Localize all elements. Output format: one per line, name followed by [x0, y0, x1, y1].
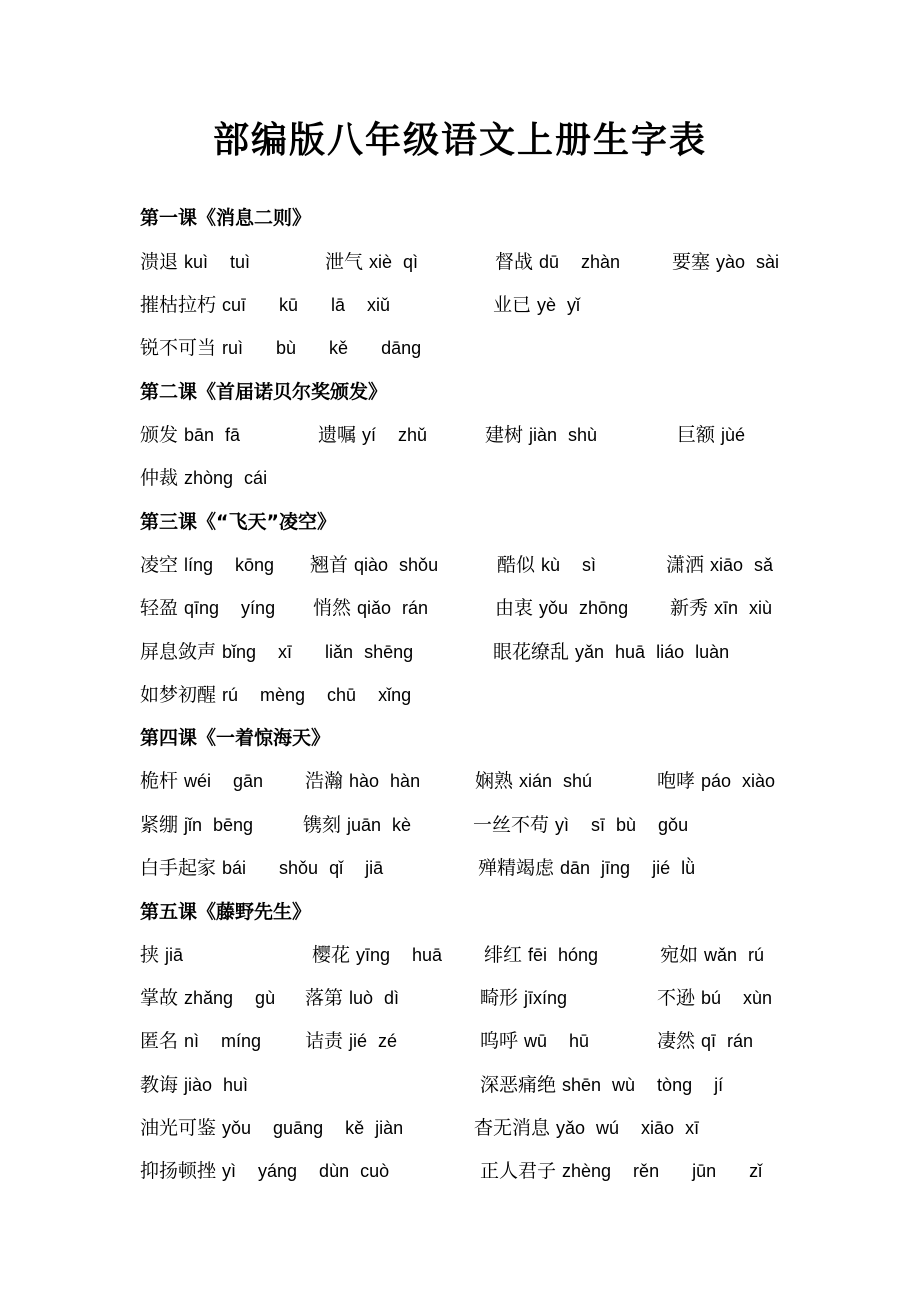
vocab-item — [140, 466, 267, 490]
vocab-item — [140, 1116, 403, 1140]
vocab-item — [140, 423, 240, 447]
vocab-item — [303, 813, 411, 837]
lesson-heading: 第二课《首届诺贝尔奖颁发》 — [140, 381, 388, 403]
vocab-word: 呜呼 — [480, 1030, 519, 1052]
lesson-heading: 第三课《“飞天”凌空》 — [140, 511, 336, 533]
vocab-item — [140, 596, 275, 620]
vocab-word: 如梦初醒 — [140, 684, 217, 706]
vocab-pinyin: líng kōng — [184, 555, 275, 575]
vocab-word: 不逊 — [657, 987, 696, 1009]
vocab-item — [657, 1029, 753, 1053]
vocab-word: 要塞 — [672, 251, 711, 273]
vocab-item — [484, 943, 598, 967]
vocab-pinyin: jiào huì — [184, 1075, 249, 1095]
vocab-pinyin: rú mèng chū xǐng — [222, 685, 412, 705]
lesson-heading: 第五课《藤野先生》 — [140, 901, 312, 923]
vocab-pinyin: cuī kū lā xiǔ — [222, 295, 391, 315]
vocab-pinyin: kù sì — [541, 555, 597, 575]
vocab-word: 泄气 — [325, 251, 364, 273]
vocab-item — [140, 553, 274, 577]
vocab-pinyin: shēn wù tòng jí — [562, 1075, 724, 1095]
vocab-pinyin: yīng huā — [356, 945, 443, 965]
vocab-word: 仲裁 — [140, 467, 179, 489]
vocab-pinyin: ruì bù kě dāng — [222, 338, 422, 358]
lesson-heading: 第一课《消息二则》 — [140, 207, 312, 229]
vocab-pinyin: jié zé — [349, 1031, 398, 1051]
vocab-item — [312, 943, 442, 967]
vocab-word: 紧绷 — [140, 814, 179, 836]
vocab-pinyin: qiào shǒu — [354, 555, 439, 575]
vocab-item — [493, 640, 729, 664]
vocab-word: 遗嘱 — [318, 424, 357, 446]
vocab-word: 樱花 — [312, 944, 351, 966]
vocab-item — [480, 1073, 723, 1097]
vocab-word: 新秀 — [670, 597, 709, 619]
vocab-item — [305, 1029, 397, 1053]
vocab-item — [140, 293, 390, 317]
vocab-item — [495, 596, 628, 620]
vocab-word: 巨额 — [677, 424, 716, 446]
vocab-item — [140, 336, 421, 360]
vocab-word: 翘首 — [310, 554, 349, 576]
vocab-word: 畸形 — [480, 987, 519, 1009]
vocab-pinyin: zhèng rěn jūn zǐ — [562, 1161, 763, 1181]
vocab-word: 落第 — [305, 987, 344, 1009]
vocab-pinyin: dān jīng jié lǜ — [560, 858, 696, 878]
vocab-pinyin: jiā — [165, 945, 184, 965]
vocab-pinyin: juān kè — [347, 815, 412, 835]
vocab-item — [495, 250, 620, 274]
vocab-pinyin: wū hū — [524, 1031, 590, 1051]
vocab-word: 抑扬顿挫 — [140, 1160, 217, 1182]
vocab-pinyin: yì sī bù gǒu — [555, 815, 689, 835]
vocab-pinyin: xián shú — [519, 771, 593, 791]
vocab-item — [473, 813, 688, 837]
vocab-word: 屏息敛声 — [140, 641, 217, 663]
lesson-heading: 第四课《一着惊海天》 — [140, 727, 331, 749]
vocab-word: 白手起家 — [140, 857, 217, 879]
vocab-item — [478, 856, 695, 880]
vocab-word: 潇洒 — [666, 554, 705, 576]
vocab-word: 咆哮 — [657, 770, 696, 792]
vocab-word: 眼花缭乱 — [493, 641, 570, 663]
vocab-pinyin: qī rán — [701, 1031, 754, 1051]
vocab-word: 业已 — [493, 294, 532, 316]
vocab-word: 掌故 — [140, 987, 179, 1009]
vocab-item — [493, 293, 580, 317]
vocab-pinyin: xīn xiù — [714, 598, 773, 618]
vocab-item — [677, 423, 745, 447]
vocab-pinyin: jīxíng — [524, 988, 568, 1008]
vocab-word: 建树 — [485, 424, 524, 446]
vocab-word: 杳无消息 — [474, 1117, 551, 1139]
vocab-item — [305, 986, 399, 1010]
vocab-item — [325, 250, 418, 274]
vocab-pinyin: yǒu zhōng — [539, 598, 629, 618]
vocab-item — [313, 596, 428, 620]
vocab-pinyin: jiàn shù — [529, 425, 598, 445]
vocab-item — [140, 1073, 248, 1097]
vocab-pinyin: nì míng — [184, 1031, 262, 1051]
vocab-pinyin: fēi hóng — [528, 945, 599, 965]
vocab-pinyin: yì yáng dùn cuò — [222, 1161, 390, 1181]
vocab-pinyin: bān fā — [184, 425, 241, 445]
vocab-word: 由衷 — [495, 597, 534, 619]
vocab-pinyin: yǎo wú xiāo xī — [556, 1118, 700, 1138]
vocab-pinyin: jǐn bēng — [184, 815, 254, 835]
vocab-item — [480, 1029, 589, 1053]
vocab-item — [140, 250, 250, 274]
vocab-pinyin: yè yǐ — [537, 295, 581, 315]
vocab-word: 正人君子 — [480, 1160, 557, 1182]
vocab-pinyin: yí zhǔ — [362, 425, 428, 445]
vocab-item — [480, 1159, 762, 1183]
vocab-pinyin: wéi gān — [184, 771, 264, 791]
vocab-item — [140, 943, 183, 967]
vocab-item — [140, 856, 383, 880]
vocab-word: 深恶痛绝 — [480, 1074, 557, 1096]
vocab-pinyin: zhòng cái — [184, 468, 268, 488]
vocab-item — [140, 1159, 389, 1183]
vocab-word: 颁发 — [140, 424, 179, 446]
vocab-pinyin: jùé — [721, 425, 746, 445]
vocab-item — [474, 1116, 699, 1140]
vocab-word: 娴熟 — [475, 770, 514, 792]
vocab-word: 轻盈 — [140, 597, 179, 619]
vocab-pinyin: qīng yíng — [184, 598, 276, 618]
vocab-word: 凄然 — [657, 1030, 696, 1052]
vocab-pinyin: bái shǒu qǐ jiā — [222, 858, 384, 878]
vocab-pinyin: yǒu guāng kě jiàn — [222, 1118, 404, 1138]
vocab-word: 溃退 — [140, 251, 179, 273]
vocab-word: 匿名 — [140, 1030, 179, 1052]
vocab-pinyin: páo xiào — [701, 771, 776, 791]
vocab-pinyin: yào sài — [716, 252, 780, 272]
vocab-word: 浩瀚 — [305, 770, 344, 792]
vocab-item — [480, 986, 567, 1010]
vocab-item — [305, 769, 420, 793]
vocab-item — [140, 813, 253, 837]
vocab-pinyin: dū zhàn — [539, 252, 621, 272]
vocab-pinyin: zhǎng gù — [184, 988, 276, 1008]
page-title: 部编版八年级语文上册生字表 — [212, 119, 707, 161]
vocab-pinyin: xiāo sǎ — [710, 555, 774, 575]
vocab-pinyin: qiǎo rán — [357, 598, 429, 618]
vocab-word: 摧枯拉朽 — [140, 294, 217, 316]
vocab-item — [140, 1029, 261, 1053]
vocab-word: 桅杆 — [140, 770, 179, 792]
vocab-item — [140, 769, 263, 793]
vocab-pinyin: xiè qì — [369, 252, 419, 272]
vocab-pinyin: bǐng xī liǎn shēng — [222, 642, 414, 662]
vocab-item — [657, 769, 775, 793]
vocab-item — [657, 986, 772, 1010]
vocab-word: 绯红 — [484, 944, 523, 966]
vocab-pinyin: luò dì — [349, 988, 400, 1008]
vocab-word: 锐不可当 — [140, 337, 217, 359]
vocab-pinyin: wǎn rú — [704, 945, 765, 965]
vocab-item — [485, 423, 597, 447]
vocab-word: 诘责 — [305, 1030, 344, 1052]
vocab-pinyin: kuì tuì — [184, 252, 251, 272]
vocab-item — [666, 553, 773, 577]
vocab-item — [310, 553, 438, 577]
vocab-word: 殚精竭虑 — [478, 857, 555, 879]
vocab-item — [672, 250, 779, 274]
vocab-word: 凌空 — [140, 554, 179, 576]
vocab-word: 挟 — [140, 944, 160, 966]
vocab-word: 教诲 — [140, 1074, 179, 1096]
vocab-item — [140, 986, 275, 1010]
vocab-word: 宛如 — [660, 944, 699, 966]
vocab-item — [670, 596, 772, 620]
vocab-word: 悄然 — [313, 597, 352, 619]
vocab-item — [140, 683, 411, 707]
vocab-pinyin: hào hàn — [349, 771, 421, 791]
vocab-item — [497, 553, 596, 577]
vocab-word: 督战 — [495, 251, 534, 273]
vocab-word: 镌刻 — [303, 814, 342, 836]
vocab-word: 酷似 — [497, 554, 536, 576]
vocab-pinyin: bú xùn — [701, 988, 773, 1008]
vocab-pinyin: yǎn huā liáo luàn — [575, 642, 730, 662]
vocab-word: 一丝不苟 — [473, 814, 550, 836]
vocab-word: 油光可鉴 — [140, 1117, 217, 1139]
vocab-item — [660, 943, 764, 967]
vocab-item — [140, 640, 413, 664]
vocab-item — [475, 769, 592, 793]
vocab-item — [318, 423, 427, 447]
